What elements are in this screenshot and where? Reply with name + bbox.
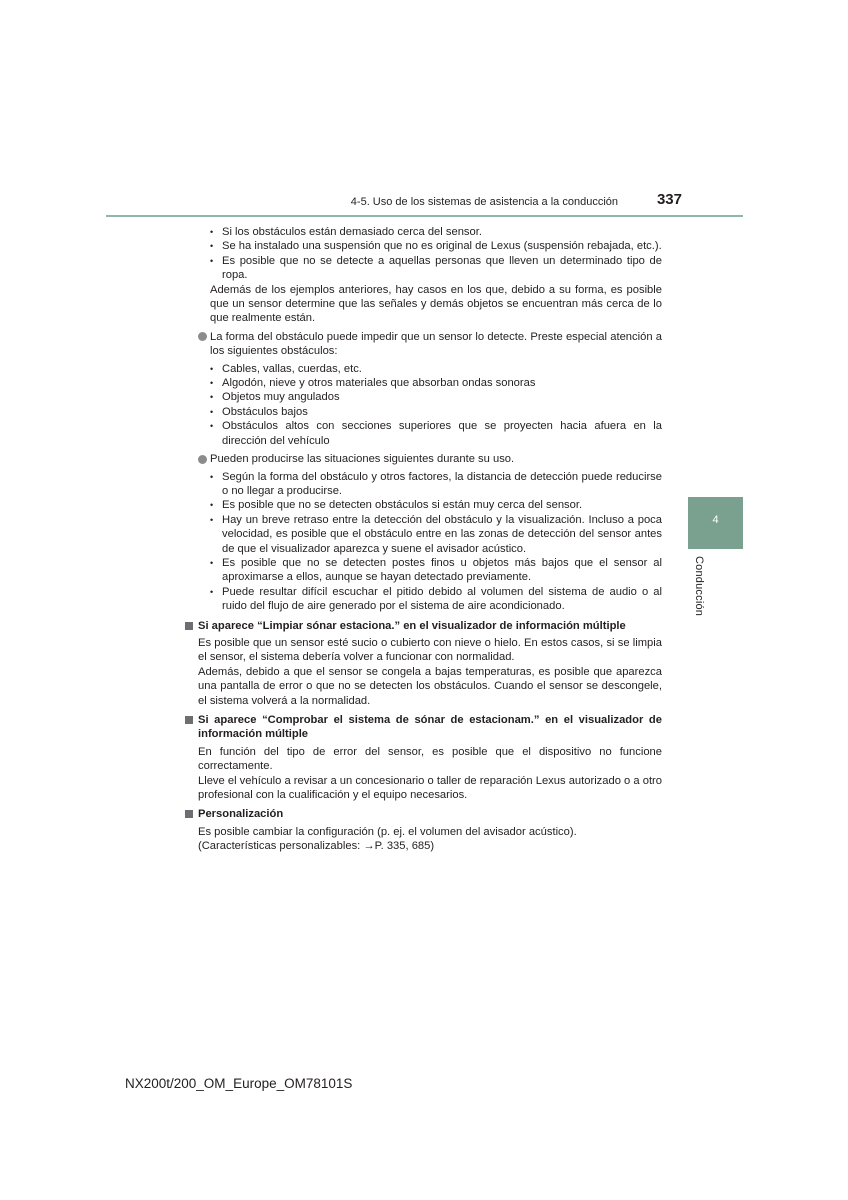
paragraph: Es posible que un sensor esté sucio o cubierto con nieve o hielo. En estos casos, si se limpia el sensor, el sistema debería volver a funcionar con normalidad. [198, 636, 662, 664]
page-number: 337 [656, 191, 682, 208]
chapter-tab: 4 [688, 497, 743, 549]
section-body [198, 825, 662, 854]
list-item: • Es posible que no se detecten obstáculos si están muy cerca del sensor. [210, 499, 583, 512]
section-heading: Si aparece “Comprobar el sistema de sónar de estacionam.” en el visualizador de información múltiple [184, 713, 662, 742]
circle-point: Pueden producirse las situaciones siguientes durante su uso. [198, 452, 662, 466]
chapter-label: Conducción [693, 556, 705, 617]
square-bullet-icon [185, 810, 193, 818]
bullet-dot-icon: • [210, 421, 214, 432]
list-item: • Obstáculos altos con secciones superiores que se proyecten hacia afuera en la dirección del vehículo [210, 420, 662, 447]
list-item: • Obstáculos bajos [210, 405, 308, 418]
list-item: • Puede resultar difícil escuchar el pitido debido al volumen del sistema de audio o al ruido del flujo de aire generado por el sistema de aire acondicionado. [210, 585, 662, 613]
list-item: • Es posible que no se detecte a aquellas personas que lleven un determinado tipo de ropa. [210, 254, 662, 282]
bullet-dot-icon: • [210, 227, 214, 237]
bullet-dot-icon: • [210, 471, 214, 482]
section-heading: Personalización [184, 807, 662, 821]
list-item: • Objetos muy angulados [210, 391, 340, 404]
paragraph: En función del tipo de error del sensor, es posible que el dispositivo no funcione correctamente. [198, 745, 662, 773]
section-body [198, 636, 662, 708]
header-rule [106, 215, 743, 217]
circle-point: La forma del obstáculo puede impedir que un sensor lo detecte. Preste especial atención a los siguientes obstáculos: [198, 330, 662, 359]
bullet-dot-icon: • [210, 514, 214, 525]
paragraph: Además, debido a que el sensor se congela a bajas temperaturas, es posible que aparezca una pantalla de error o que no se detecten los obstáculos. Cuando el sensor se descongele, el sistema volverá a la normalidad. [198, 665, 662, 707]
bullet-dot-icon: • [210, 363, 214, 374]
circle-bullet-icon [198, 332, 207, 341]
section-heading: Si aparece “Limpiar sónar estaciona.” en el visualizador de información múltiple [184, 619, 662, 633]
list-item: • Según la forma del obstáculo y otros factores, la distancia de detección puede reducirse o no llegar a producirse. [210, 470, 662, 497]
bullet-dot-icon: • [210, 255, 214, 266]
list-item: • Es posible que no se detecten postes finos u objetos más bajos que el sensor al aproximarse a ellos, aunque se hayan detectado previamente. [210, 556, 662, 584]
page-content [198, 225, 662, 854]
document-code: NX200t/200_OM_Europe_OM78101S [125, 1076, 353, 1091]
list-item: • Algodón, nieve y otros materiales que absorban ondas sonoras [210, 377, 536, 390]
paragraph: Es posible cambiar la configuración (p. ej. el volumen del avisador acústico). [198, 825, 577, 838]
bullet-dot-icon: • [210, 406, 214, 417]
list-item: • Se ha instalado una suspensión que no es original de Lexus (suspensión rebajada, etc.). [210, 240, 662, 253]
section-body [198, 745, 662, 803]
square-bullet-icon [185, 622, 193, 630]
circle-bullet-icon [198, 455, 207, 464]
bullet-dot-icon: • [210, 392, 214, 403]
bullet-dot-icon: • [210, 557, 214, 568]
bullet-dot-icon: • [210, 241, 214, 252]
bullet-dot-icon: • [210, 378, 214, 389]
bullet-dot-icon: • [210, 500, 214, 511]
paragraph: Lleve el vehículo a revisar a un concesionario o taller de reparación Lexus autorizado o a otro profesional con la cualificación y el equipo necesarios. [198, 774, 662, 802]
page-reference[interactable]: (Características personalizables: →P. 335, 685) [198, 840, 435, 853]
paragraph: Además de los ejemplos anteriores, hay casos en los que, debido a su forma, es posible que un sensor determine que las señales y demás objetos se encuentran más cerca de lo que realmente están. [210, 283, 662, 325]
list-item: • Hay un breve retraso entre la detección del obstáculo y la visualización. Incluso a poca velocidad, es posible que el obstáculo entre en las zonas de detección del sensor antes de que el visualizador aparezca y suene el avisador acústico. [210, 513, 662, 555]
list-item: • Cables, vallas, cuerdas, etc. [210, 362, 362, 375]
list-item: • Si los obstáculos están demasiado cerca del sensor. [210, 226, 482, 238]
header-title: 4-5. Uso de los sistemas de asistencia a la conducción [350, 196, 618, 208]
bullet-dot-icon: • [210, 586, 214, 597]
square-bullet-icon [185, 716, 193, 724]
